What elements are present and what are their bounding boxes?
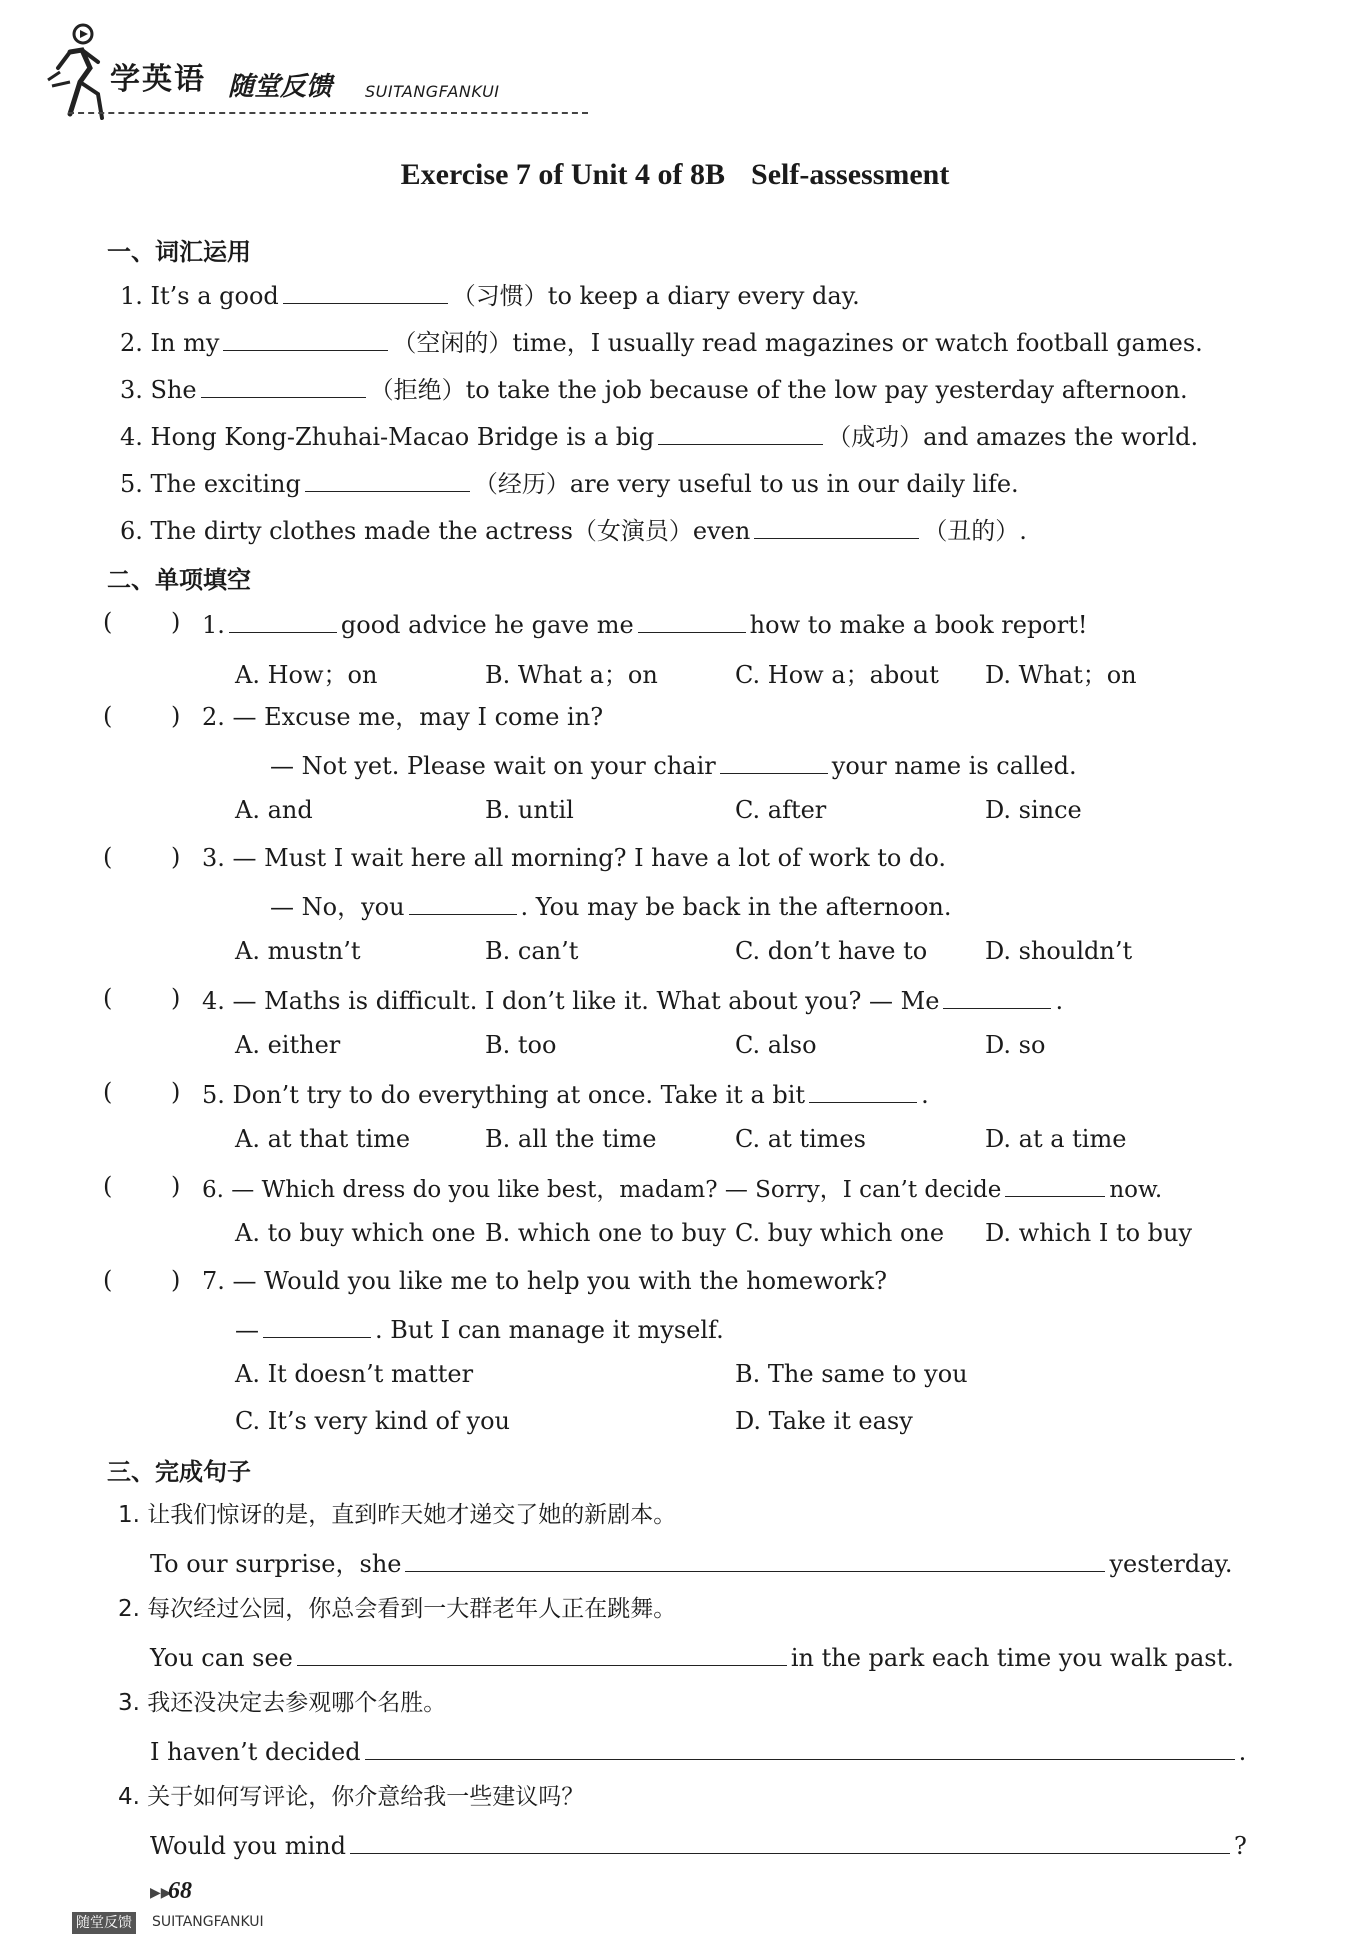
- vocab-item-4: 4. Hong Kong-Zhuhai-Macao Bridge is a big （成功）and amazes the world.: [120, 420, 1198, 452]
- vocab-item-2: 2. In my （空闲的）time，I usually read magazines or watch football games.: [120, 326, 1203, 358]
- choice-question-3: 3. — Must I wait here all morning? I have a lot of work to do.: [202, 844, 947, 872]
- section-choice-heading: 二、单项填空: [107, 566, 251, 594]
- sentence-answer-2: You can see in the park each time you walk past.: [150, 1641, 1234, 1673]
- choice-question-4: 4. — Maths is difficult. I don’t like it. What about you? — Me .: [202, 984, 1063, 1016]
- answer-blank[interactable]: [229, 608, 337, 633]
- choice-question-6: 6. — Which dress do you like best，madam? — Sorry，I can’t decide now.: [202, 1172, 1162, 1205]
- answer-bracket[interactable]: ( ): [103, 608, 181, 636]
- sentence-prompt-1: 1. 让我们惊讶的是，直到昨天她才递交了她的新剧本。: [118, 1502, 677, 1528]
- answer-blank[interactable]: [365, 1735, 1235, 1760]
- option-d: D. so: [985, 1031, 1046, 1059]
- option-b: B. can’t: [485, 937, 579, 965]
- answer-bracket[interactable]: ( ): [103, 702, 181, 730]
- choice-question-1: 1. good advice he gave me how to make a book report!: [202, 608, 1088, 640]
- option-d: D. What；on: [985, 661, 1137, 689]
- answer-bracket[interactable]: ( ): [103, 1078, 181, 1106]
- option-b: B. all the time: [485, 1125, 657, 1153]
- section-sentence-heading: 三、完成句子: [107, 1458, 251, 1486]
- option-c: C. at times: [735, 1125, 866, 1153]
- option-b: B. which one to buy: [485, 1219, 726, 1247]
- option-a: A. How；on: [235, 661, 378, 689]
- option-a: A. at that time: [235, 1125, 411, 1153]
- footer-badge: 随堂反馈: [72, 1912, 136, 1934]
- vocab-item-3: 3. She （拒绝）to take the job because of the low pay yesterday afternoon.: [120, 373, 1188, 405]
- answer-blank[interactable]: [754, 514, 919, 539]
- sentence-answer-4: Would you mind ?: [150, 1829, 1247, 1861]
- sentence-answer-1: To our surprise，she yesterday.: [150, 1547, 1233, 1579]
- answer-blank[interactable]: [263, 1313, 371, 1338]
- option-d: D. since: [985, 796, 1082, 824]
- option-b: B. too: [485, 1031, 557, 1059]
- answer-blank[interactable]: [638, 608, 746, 633]
- option-d: D. Take it easy: [735, 1407, 913, 1435]
- answer-blank[interactable]: [720, 749, 828, 774]
- option-c: C. How a；about: [735, 661, 939, 689]
- option-c: C. don’t have to: [735, 937, 928, 965]
- title-main: Exercise 7 of Unit 4 of 8B: [400, 158, 726, 191]
- option-c: C. buy which one: [735, 1219, 945, 1247]
- vocab-item-1: 1. It’s a good （习惯）to keep a diary every day.: [120, 279, 860, 311]
- option-d: D. at a time: [985, 1125, 1127, 1153]
- answer-blank[interactable]: [409, 890, 517, 915]
- option-b: B. What a；on: [485, 661, 658, 689]
- page-number: 68: [168, 1878, 192, 1904]
- page-arrow-icon: ▶▶: [150, 1885, 172, 1901]
- brand-subtitle: 随堂反馈: [228, 72, 333, 102]
- vocab-item-6: 6. The dirty clothes made the actress（女演员）even （丑的）.: [120, 514, 1027, 546]
- section-vocabulary-heading: 一、词汇运用: [107, 238, 251, 266]
- sentence-answer-3: I haven’t decided .: [150, 1735, 1246, 1767]
- option-a: A. mustn’t: [235, 937, 361, 965]
- option-b: B. The same to you: [735, 1360, 968, 1388]
- page-title: [0, 158, 1350, 192]
- answer-blank[interactable]: [223, 326, 388, 351]
- option-c: C. It’s very kind of you: [235, 1407, 510, 1435]
- choice-question-7-reply: — . But I can manage it myself.: [235, 1313, 724, 1345]
- choice-question-2-reply: — Not yet. Please wait on your chair your name is called.: [270, 749, 1077, 781]
- answer-bracket[interactable]: ( ): [103, 843, 181, 871]
- brand-pinyin: SUITANGFANKUI: [365, 82, 500, 101]
- answer-blank[interactable]: [405, 1547, 1105, 1572]
- footer-pinyin: SUITANGFANKUI: [152, 1914, 264, 1930]
- answer-blank[interactable]: [201, 373, 366, 398]
- sentence-prompt-2: 2. 每次经过公园，你总会看到一大群老年人正在跳舞。: [118, 1596, 677, 1622]
- option-a: A. either: [235, 1031, 341, 1059]
- answer-blank[interactable]: [809, 1078, 917, 1103]
- choice-question-5: 5. Don’t try to do everything at once. Take it a bit .: [202, 1078, 929, 1110]
- brand-title: 学英语: [110, 62, 206, 97]
- title-sub: Self-assessment: [751, 158, 950, 191]
- option-d: D. which I to buy: [985, 1219, 1193, 1247]
- option-c: C. after: [735, 796, 827, 824]
- answer-blank[interactable]: [943, 984, 1051, 1009]
- choice-question-7: 7. — Would you like me to help you with the homework?: [202, 1267, 887, 1295]
- header-banner: [40, 22, 560, 132]
- answer-blank[interactable]: [658, 420, 823, 445]
- option-a: A. to buy which one: [235, 1219, 476, 1247]
- answer-blank[interactable]: [1005, 1172, 1105, 1197]
- answer-blank[interactable]: [350, 1829, 1230, 1854]
- option-a: A. and: [235, 796, 313, 824]
- answer-bracket[interactable]: ( ): [103, 1172, 181, 1200]
- choice-question-2: 2. — Excuse me，may I come in?: [202, 703, 604, 731]
- sentence-prompt-3: 3. 我还没决定去参观哪个名胜。: [118, 1690, 447, 1716]
- option-d: D. shouldn’t: [985, 937, 1133, 965]
- option-c: C. also: [735, 1031, 817, 1059]
- answer-blank[interactable]: [305, 467, 470, 492]
- option-b: B. until: [485, 796, 574, 824]
- vocab-item-5: 5. The exciting （经历）are very useful to us in our daily life.: [120, 467, 1019, 499]
- answer-blank[interactable]: [283, 279, 448, 304]
- sentence-prompt-4: 4. 关于如何写评论，你介意给我一些建议吗？: [118, 1784, 585, 1810]
- answer-blank[interactable]: [297, 1641, 787, 1666]
- header-divider: [68, 112, 588, 114]
- answer-bracket[interactable]: ( ): [103, 1266, 181, 1294]
- answer-bracket[interactable]: ( ): [103, 984, 181, 1012]
- option-a: A. It doesn’t matter: [235, 1360, 474, 1388]
- choice-question-3-reply: — No，you . You may be back in the afternoon.: [270, 890, 951, 922]
